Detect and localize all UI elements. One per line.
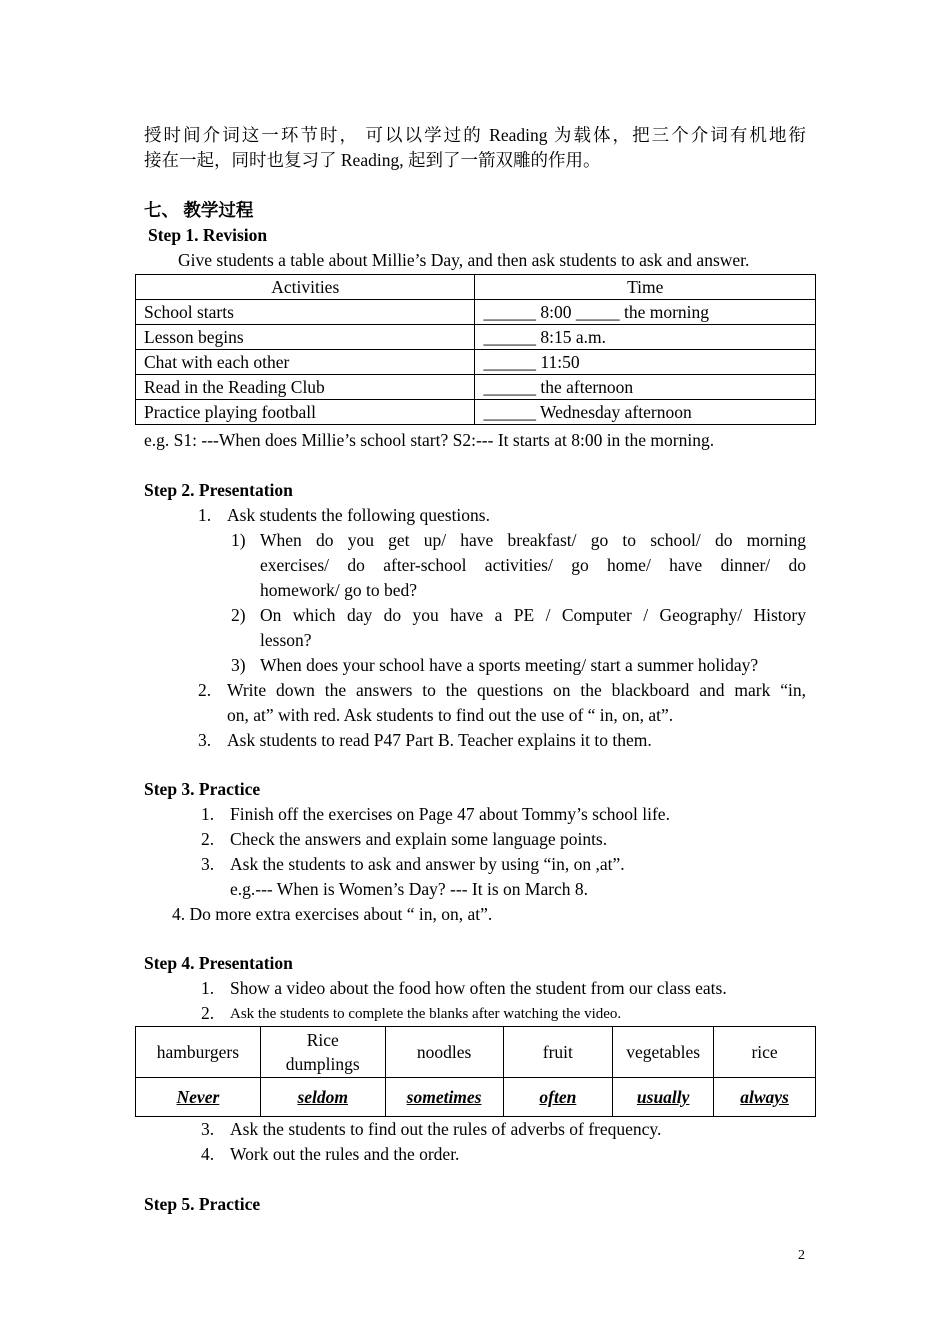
intro-line-1: 授时间介词这一环节时， 可以以学过的 Reading 为载体，把三个介词有机地衔: [144, 125, 806, 145]
step2-item-text: Write down the answers to the questions on the blackboard and mark “in,: [227, 680, 806, 700]
step4-item-text: Ask the students to complete the blanks after watching the video.: [230, 1006, 622, 1022]
table-row: [136, 325, 816, 350]
header-activities: Activities: [136, 275, 475, 300]
step3-item-text: Ask the students to ask and answer by using “in, on ,at”.: [230, 854, 625, 874]
activity-cell: Lesson begins: [136, 325, 475, 350]
page-number: 2: [798, 1248, 805, 1263]
food-cell: fruit: [503, 1027, 613, 1078]
time-cell: ______ the afternoon: [475, 375, 816, 400]
sub-item-line: When does your school have a sports meeting/ start a summer holiday?: [260, 655, 759, 675]
step4-item-number: 3.: [201, 1119, 215, 1139]
food-cell: noodles: [385, 1027, 503, 1078]
activity-cell: Read in the Reading Club: [136, 375, 475, 400]
step3-example: e.g.--- When is Women’s Day? --- It is on March 8.: [230, 879, 589, 899]
food-cell-line: Rice: [306, 1030, 339, 1050]
step3-title: Step 3. Practice: [144, 779, 261, 799]
step4-item-text: Ask the students to find out the rules of adverbs of frequency.: [230, 1119, 662, 1139]
step3-item-number: 3.: [201, 854, 215, 874]
food-cell-rice-dumplings: [260, 1027, 385, 1078]
section-title: 七、 教学过程: [144, 200, 254, 220]
step4-item-number: 2.: [201, 1003, 215, 1023]
step4-item-text: Show a video about the food how often the student from our class eats.: [230, 978, 727, 998]
table-row: [136, 350, 816, 375]
step2-item-text: Ask students to read P47 Part B. Teacher explains it to them.: [227, 730, 652, 750]
step1-example: e.g. S1: ---When does Millie’s school start? S2:--- It starts at 8:00 in the morning.: [144, 430, 715, 450]
step2-item-number: 3.: [198, 730, 212, 750]
frequency-table: [135, 1026, 816, 1117]
header-time: Time: [475, 275, 816, 300]
step3-item-4: 4. Do more extra exercises about “ in, on, at”.: [172, 904, 493, 924]
sub-item-line: On which day do you have a PE / Computer / Geography/ History: [260, 605, 806, 625]
step1-description: Give students a table about Millie’s Day, and then ask students to ask and answer.: [178, 250, 750, 270]
food-row: [136, 1027, 816, 1078]
adverb-cell: always: [714, 1078, 816, 1117]
step1-title: Step 1. Revision: [148, 225, 268, 245]
step2-item-number: 2.: [198, 680, 212, 700]
step4-item-number: 1.: [201, 978, 215, 998]
step3-item-number: 1.: [201, 804, 215, 824]
step2-item-text: on, at” with red. Ask students to find out the use of “ in, on, at”.: [227, 705, 674, 725]
table-row: [136, 400, 816, 425]
step4-title: Step 4. Presentation: [144, 953, 293, 973]
adverb-cell: sometimes: [385, 1078, 503, 1117]
step3-item-text: Finish off the exercises on Page 47 about Tommy’s school life.: [230, 804, 670, 824]
sub-item-line: lesson?: [260, 630, 312, 650]
activity-cell: Chat with each other: [136, 350, 475, 375]
food-cell-line: dumplings: [285, 1054, 360, 1074]
adverb-row: [136, 1078, 816, 1117]
time-cell: ______ 8:15 a.m.: [475, 325, 816, 350]
intro-line-2: 接在一起，同时也复习了 Reading, 起到了一箭双雕的作用。: [144, 150, 601, 170]
adverb-cell: usually: [613, 1078, 714, 1117]
step3-item-number: 2.: [201, 829, 215, 849]
activity-cell: School starts: [136, 300, 475, 325]
activity-cell: Practice playing football: [136, 400, 475, 425]
sub-item-line: exercises/ do after-school activities/ go home/ have dinner/ do: [260, 555, 806, 575]
sub-item-line: homework/ go to bed?: [260, 580, 417, 600]
step4-item-number: 4.: [201, 1144, 215, 1164]
food-cell: rice: [714, 1027, 816, 1078]
sub-item-number: 3): [231, 655, 246, 675]
sub-item-line: When do you get up/ have breakfast/ go to school/ do morning: [260, 530, 806, 550]
food-cell: vegetables: [613, 1027, 714, 1078]
table-row: [136, 375, 816, 400]
sub-item-number: 1): [231, 530, 246, 550]
time-cell: ______ 8:00 _____ the morning: [475, 300, 816, 325]
table-row: [136, 300, 816, 325]
millie-day-table: [135, 274, 816, 425]
table-header-row: [136, 275, 816, 300]
food-cell: hamburgers: [136, 1027, 261, 1078]
step2-item-number: 1.: [198, 505, 212, 525]
adverb-cell: Never: [136, 1078, 261, 1117]
step5-title: Step 5. Practice: [144, 1194, 261, 1214]
step2-title: Step 2. Presentation: [144, 480, 293, 500]
sub-item-number: 2): [231, 605, 246, 625]
step4-item-text: Work out the rules and the order.: [230, 1144, 460, 1164]
time-cell: ______ Wednesday afternoon: [475, 400, 816, 425]
time-cell: ______ 11:50: [475, 350, 816, 375]
adverb-cell: often: [503, 1078, 613, 1117]
step2-item-text: Ask students the following questions.: [227, 505, 490, 525]
adverb-cell: seldom: [260, 1078, 385, 1117]
step3-item-text: Check the answers and explain some language points.: [230, 829, 608, 849]
